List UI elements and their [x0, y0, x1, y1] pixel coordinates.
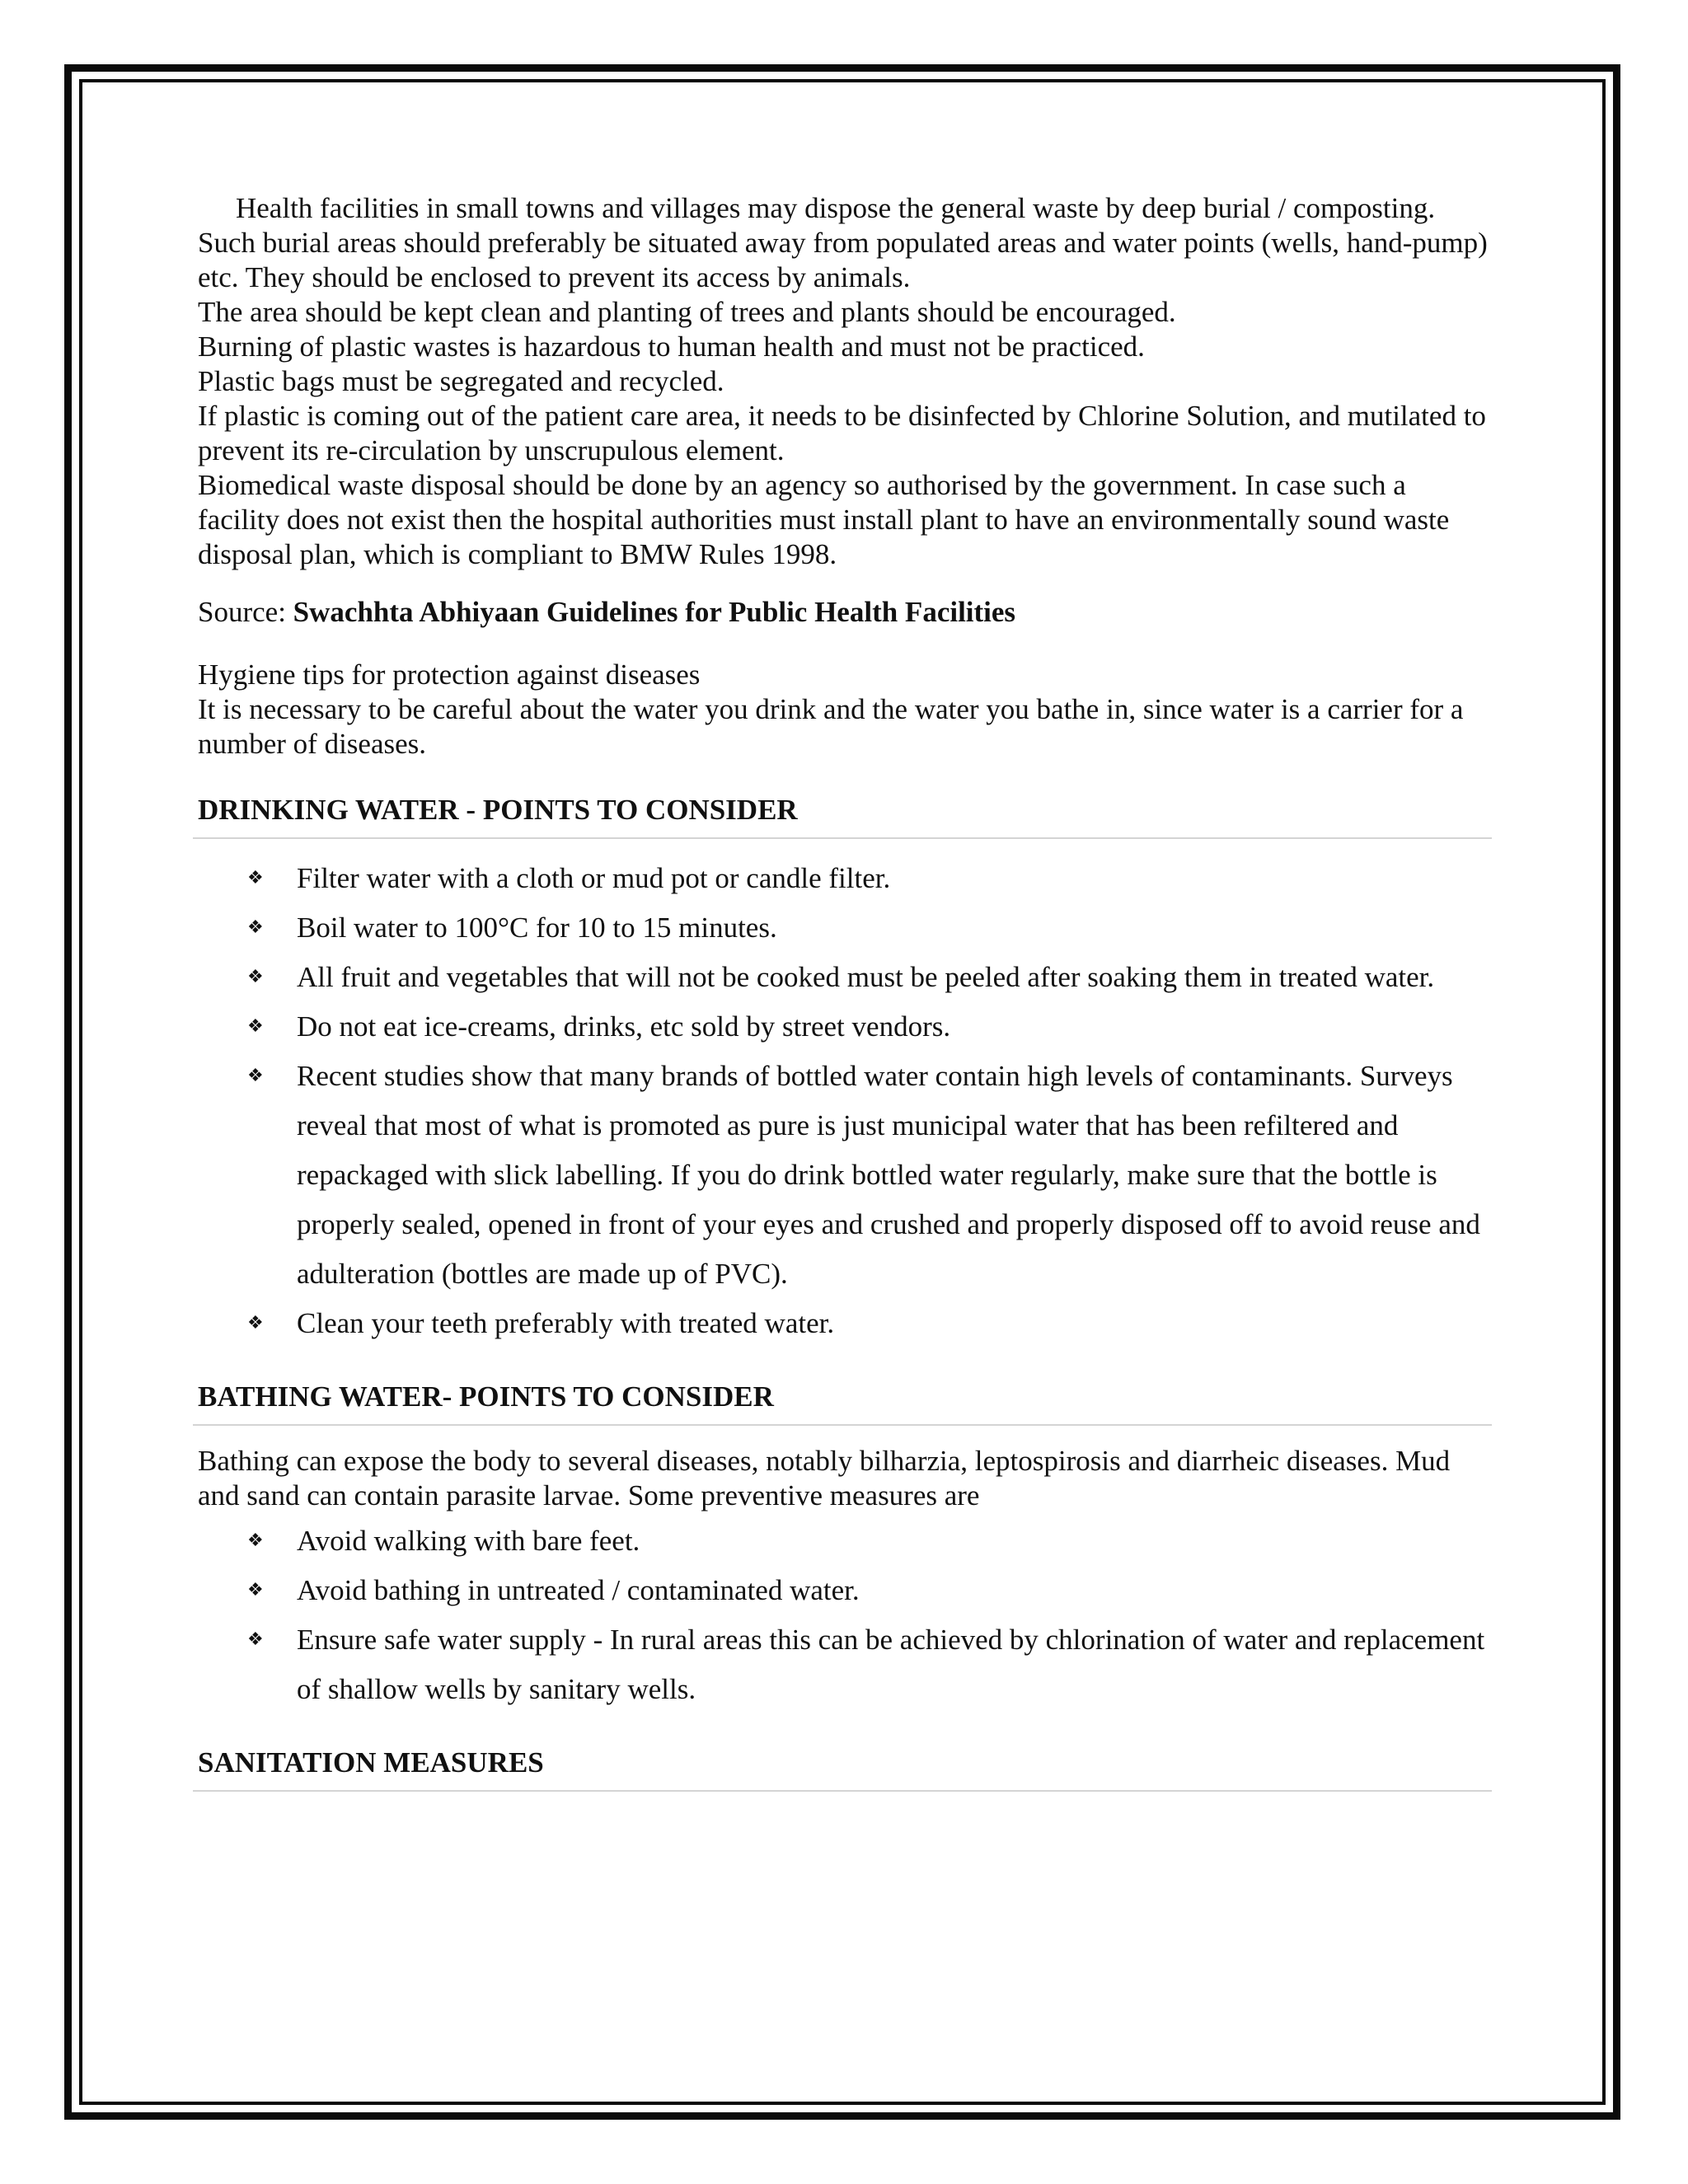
drinking-heading-divider: [193, 837, 1492, 839]
drinking-water-list: [198, 854, 1492, 1348]
intro-paragraph-5: If plastic is coming out of the patient care area, it needs to be disinfected by Chlorine Solution, and mutilated to prevent its re-circulation by unscrupulous element.: [198, 400, 1486, 466]
document-content: [198, 191, 1492, 1792]
diamond-bullet-icon: ❖: [247, 1016, 264, 1037]
list-item-text: Recent studies show that many brands of bottled water contain high levels of contaminants. Surveys reveal that most of what is promoted as pure is just municipal water that has been refiltered and repackaged with slick labelling. If you do drink bottled water regularly, make sure that the bottle is properly sealed, opened in front of your eyes and crushed and properly disposed off to avoid reuse and adulteration (bottles are made up of PVC).: [297, 1060, 1480, 1290]
list-item-text: Do not eat ice-creams, drinks, etc sold by street vendors.: [297, 1010, 951, 1043]
list-item-text: Clean your teeth preferably with treated water.: [297, 1307, 835, 1339]
list-item: [198, 1299, 1492, 1348]
list-item-text: Ensure safe water supply - In rural areas this can be achieved by chlorination of water and replacement of shallow wells by sanitary wells.: [297, 1624, 1485, 1705]
list-item: [198, 1002, 1492, 1052]
diamond-bullet-icon: ❖: [247, 868, 264, 888]
list-item-text: Avoid bathing in untreated / contaminated water.: [297, 1574, 860, 1606]
diamond-bullet-icon: ❖: [247, 1066, 264, 1086]
intro-paragraph-3: Burning of plastic wastes is hazardous to human health and must not be practiced.: [198, 330, 1145, 363]
diamond-bullet-icon: ❖: [247, 1629, 264, 1650]
list-item: [198, 903, 1492, 953]
source-line: [198, 595, 1492, 630]
list-item: [198, 854, 1492, 903]
intro-paragraph-2: The area should be kept clean and planting of trees and plants should be encouraged.: [198, 296, 1176, 328]
bathing-text: Bathing can expose the body to several diseases, notably bilharzia, leptospirosis and diarrheic diseases. Mud and sand can contain parasite larvae. Some preventive measures are: [198, 1445, 1451, 1511]
hygiene-title: Hygiene tips for protection against diseases: [198, 658, 701, 691]
sanitation-heading-divider: [193, 1790, 1492, 1792]
drinking-water-heading: DRINKING WATER - POINTS TO CONSIDER: [198, 794, 798, 826]
list-item-text: All fruit and vegetables that will not be cooked must be peeled after soaking them in treated water.: [297, 961, 1435, 993]
intro-paragraph-4: Plastic bags must be segregated and recycled.: [198, 365, 724, 397]
diamond-bullet-icon: ❖: [247, 917, 264, 938]
sanitation-measures-heading: SANITATION MEASURES: [198, 1746, 544, 1779]
intro-paragraph-1: Health facilities in small towns and villages may dispose the general waste by deep burial / composting. Such burial areas should preferably be situated away from populated areas and water points (wells, hand-pump) etc. They should be enclosed to prevent its access by animals.: [198, 192, 1488, 293]
list-item-text: Boil water to 100°C for 10 to 15 minutes.: [297, 912, 777, 944]
diamond-bullet-icon: ❖: [247, 1580, 264, 1601]
list-item: [198, 1516, 1492, 1566]
list-item-text: Avoid walking with bare feet.: [297, 1525, 640, 1557]
diamond-bullet-icon: ❖: [247, 1313, 264, 1333]
bathing-heading-divider: [193, 1424, 1492, 1426]
diamond-bullet-icon: ❖: [247, 1530, 264, 1551]
list-item-text: Filter water with a cloth or mud pot or candle filter.: [297, 862, 891, 894]
source-prefix: Source:: [198, 596, 293, 628]
list-item: [198, 1566, 1492, 1615]
list-item: [198, 1052, 1492, 1299]
intro-paragraph-6: Biomedical waste disposal should be done by an agency so authorised by the government. In case such a facility does not exist then the hospital authorities must install plant to have an environmentally sound waste disposal plan, which is compliant to BMW Rules 1998.: [198, 469, 1450, 570]
bathing-water-list: [198, 1516, 1492, 1714]
list-item: [198, 1615, 1492, 1714]
diamond-bullet-icon: ❖: [247, 967, 264, 987]
bathing-water-heading: BATHING WATER- POINTS TO CONSIDER: [198, 1380, 774, 1413]
list-item: [198, 953, 1492, 1002]
source-title: Swachhta Abhiyaan Guidelines for Public Health Facilities: [293, 596, 1016, 628]
hygiene-text: It is necessary to be careful about the water you drink and the water you bathe in, since water is a carrier for a number of diseases.: [198, 693, 1464, 760]
